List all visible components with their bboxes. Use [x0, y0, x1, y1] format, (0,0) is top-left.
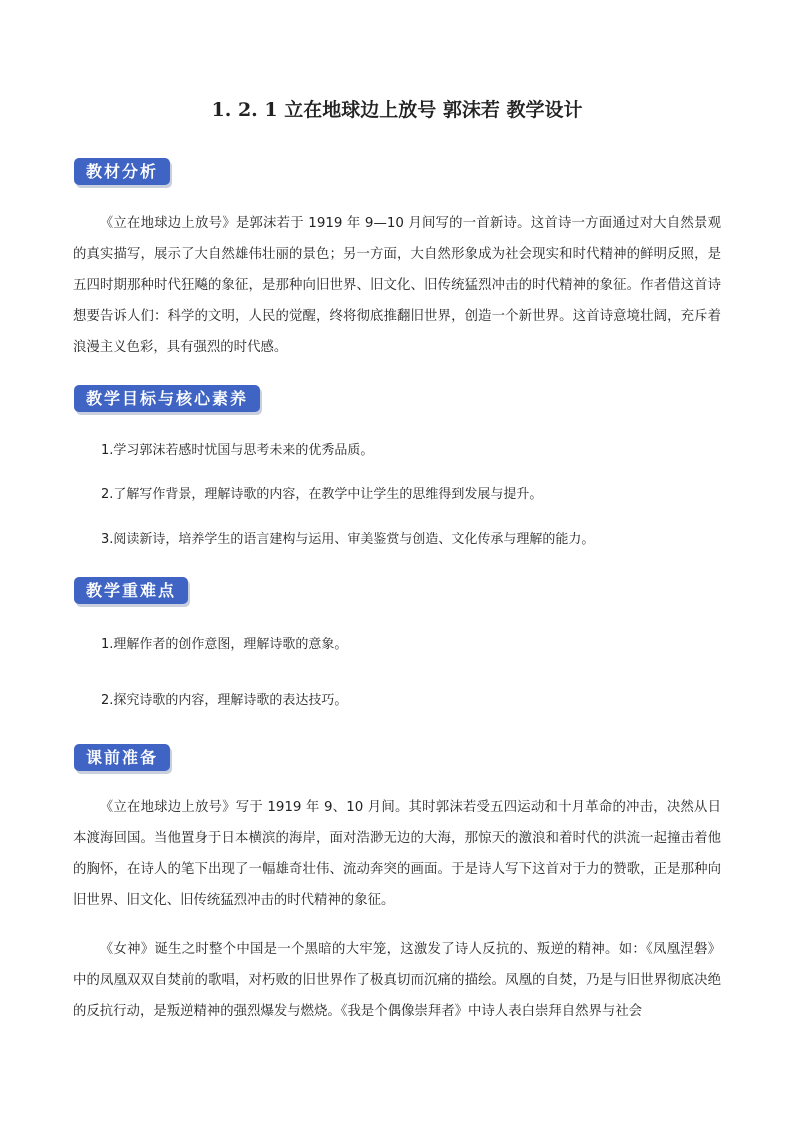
analysis-paragraph: 《立在地球边上放号》是郭沫若于 1919 年 9—10 月间写的一首新诗。这首诗一方面通过对大自然景观的真实描写，展示了大自然雄伟壮丽的景色；另一方面，大自然形象成为社会现实和时代精神的鲜明反照，是五四时期那种时代狂飚的象征，是那种向旧世界、旧文化、旧传统猛烈冲击的时代精神的象征。作者借这首诗想要告诉人们：科学的文明，人民的觉醒，终将彻底推翻旧世界，创造一个新世界。这首诗意境壮阔，充斥着浪漫主义色彩，具有强烈的时代感。 [73, 216, 721, 355]
preparation-paragraph-2: 《女神》诞生之时整个中国是一个黑暗的大牢笼，这激发了诗人反抗的、叛逆的精神。如：《凤凰涅磐》中的凤凰双双自焚前的歌唱，对朽败的旧世界作了极真切而沉痛的描绘。凤凰的自焚，乃是与旧世界彻底决绝的反抗行动，是叛逆精神的强烈爆发与燃烧。《我是个偶像崇拜者》中诗人表白崇拜自然界与社会 [73, 942, 721, 1019]
difficulty-item-1: 1.理解作者的创作意图，理解诗歌的意象。 [101, 637, 348, 652]
goal-item-1: 1.学习郭沫若感时忧国与思考未来的优秀品质。 [101, 443, 374, 458]
section-heading-analysis: 教材分析 [74, 158, 170, 185]
section-heading-difficulties: 教学重难点 [74, 577, 188, 604]
section-heading-preparation: 课前准备 [74, 744, 170, 771]
document-title: 1. 2. 1 立在地球边上放号 郭沫若 教学设计 [211, 99, 583, 121]
preparation-paragraph-1: 《立在地球边上放号》写于 1919 年 9、10 月间。其时郭沫若受五四运动和十月革命的冲击，决然从日本渡海回国。当他置身于日本横滨的海岸，面对浩渺无边的大海，那惊天的激浪和着时代的洪流一起撞击着他的胸怀，在诗人的笔下出现了一幅雄奇壮伟、流动奔突的画面。于是诗人写下这首对于力的赞歌，正是那种向旧世界、旧文化、旧传统猛烈冲击的时代精神的象征。 [73, 800, 721, 908]
difficulty-item-2: 2.探究诗歌的内容，理解诗歌的表达技巧。 [101, 693, 348, 708]
goal-item-3: 3.阅读新诗，培养学生的语言建构与运用、审美鉴赏与创造、文化传承与理解的能力。 [101, 532, 595, 547]
goal-item-2: 2.了解写作背景，理解诗歌的内容，在教学中让学生的思维得到发展与提升。 [101, 487, 543, 502]
section-heading-goals: 教学目标与核心素养 [74, 385, 260, 412]
